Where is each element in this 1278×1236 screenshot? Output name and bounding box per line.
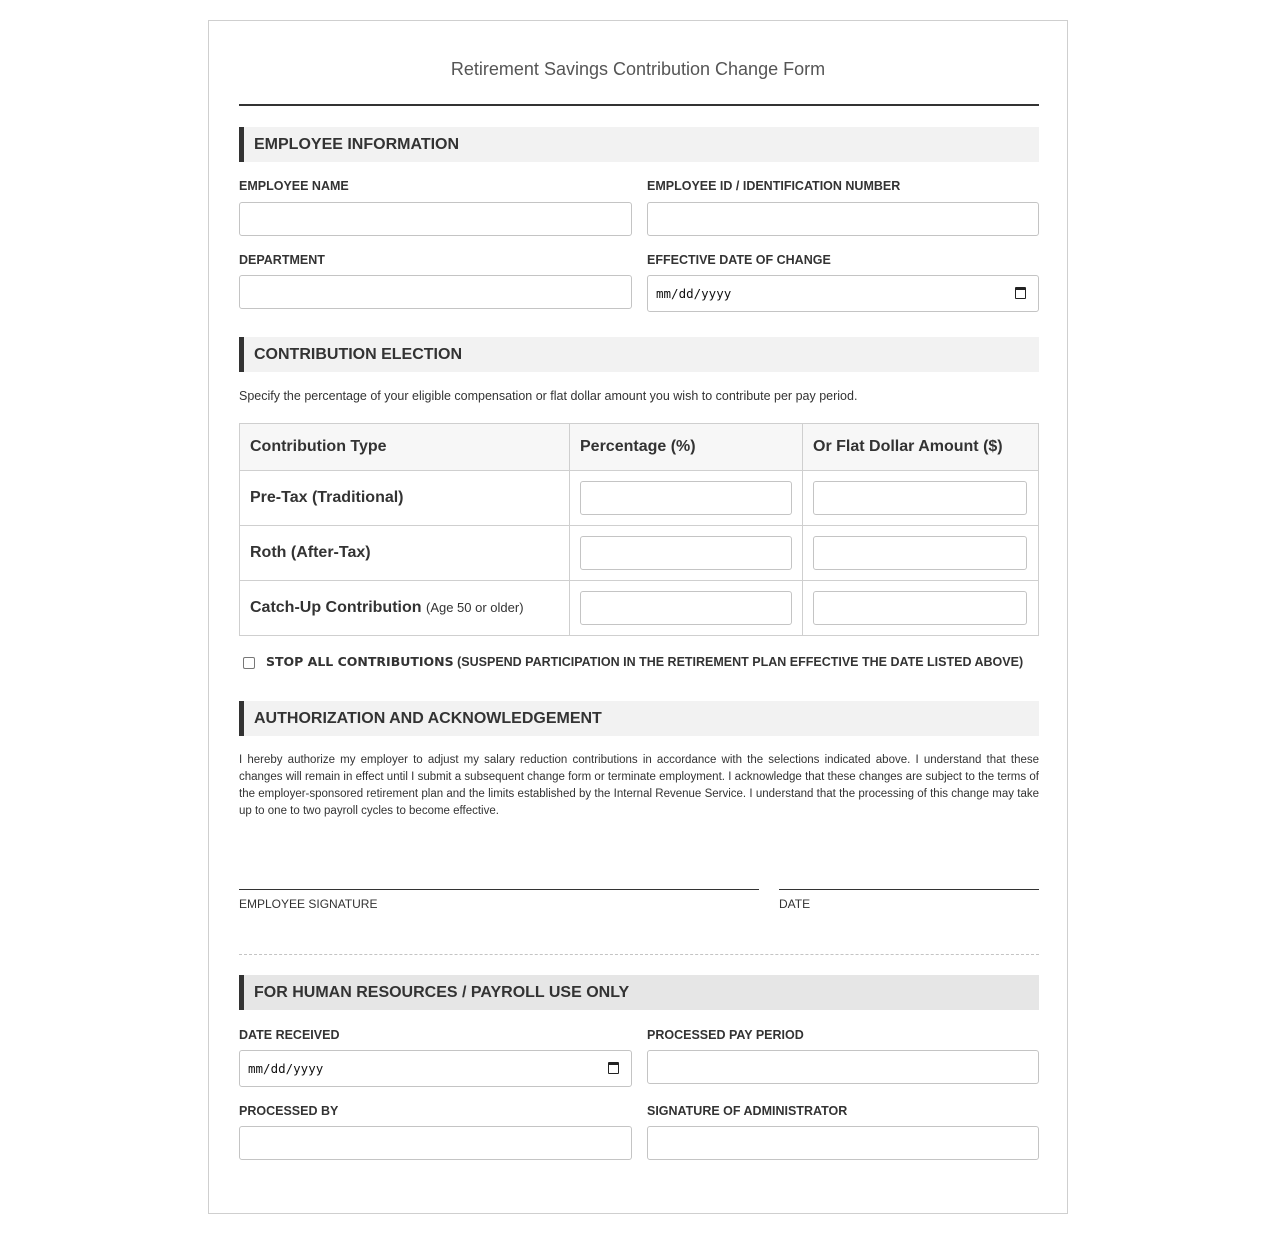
roth-dollar-input[interactable] — [813, 536, 1027, 570]
section-heading-hr-use-only: FOR HUMAN RESOURCES / PAYROLL USE ONLY — [239, 975, 1039, 1010]
pre-tax-dollar-input[interactable] — [813, 481, 1027, 515]
column-header-contribution-type: Contribution Type — [240, 424, 570, 471]
stop-contributions-checkbox[interactable] — [243, 657, 255, 669]
department-input[interactable] — [239, 275, 632, 309]
row-note: (Age 50 or older) — [425, 600, 524, 615]
contribution-change-form — [208, 20, 1068, 1214]
stop-contributions-label[interactable] — [266, 654, 1023, 669]
employee-name-label: EMPLOYEE NAME — [239, 179, 349, 193]
contribution-instructions: Specify the percentage of your eligible compensation or flat dollar amount you wish to contribute per pay period. — [239, 389, 858, 403]
employee-signature-label: EMPLOYEE SIGNATURE — [239, 897, 378, 911]
section-heading-authorization: AUTHORIZATION AND ACKNOWLEDGEMENT — [239, 701, 1039, 736]
column-header-flat-dollar-amount: Or Flat Dollar Amount ($) — [803, 424, 1039, 471]
admin-signature-label: SIGNATURE OF ADMINISTRATOR — [647, 1104, 848, 1118]
form-title: Retirement Savings Contribution Change Form — [450, 59, 826, 79]
section-divider — [239, 954, 1039, 955]
table-header-row — [240, 424, 1039, 471]
title-divider — [239, 104, 1039, 106]
section-heading-employee-information: EMPLOYEE INFORMATION — [239, 127, 1039, 162]
calendar-icon[interactable] — [1015, 287, 1026, 299]
effective-date-label: EFFECTIVE DATE OF CHANGE — [647, 253, 831, 267]
employee-id-input[interactable] — [647, 202, 1039, 236]
authorization-text: I hereby authorize my employer to adjust my salary reduction contributions in accordance with the selections indicated above. I understand that these changes will remain in effect until I submit a subsequent change form or terminate employment. I acknowledge that these changes are subject to the terms of the employer-sponsored retirement plan and the limits established by the Internal Revenue Service. I understand that the processing of this change may take up to one to two payroll cycles to become effective. — [239, 754, 1039, 817]
effective-date-placeholder: mm/dd/yyyy — [656, 286, 732, 301]
row-label-catch-up — [240, 581, 570, 636]
processed-pay-period-label: PROCESSED PAY PERIOD — [647, 1028, 804, 1042]
date-received-placeholder: mm/dd/yyyy — [248, 1061, 324, 1076]
calendar-icon[interactable] — [608, 1062, 619, 1074]
employee-id-label: EMPLOYEE ID / IDENTIFICATION NUMBER — [647, 179, 901, 193]
date-received-input[interactable] — [239, 1050, 632, 1087]
stop-contributions-label-rest: (SUSPEND PARTICIPATION IN THE RETIREMENT PLAN EFFECTIVE THE DATE LISTED ABOVE) — [453, 655, 1024, 669]
table-row — [240, 581, 1039, 636]
table-row — [240, 526, 1039, 581]
row-label-roth — [240, 526, 570, 581]
section-heading-contribution-election: CONTRIBUTION ELECTION — [239, 337, 1039, 372]
contribution-table — [239, 423, 1039, 636]
processed-by-input[interactable] — [239, 1126, 632, 1160]
catch-up-percentage-input[interactable] — [580, 591, 792, 625]
processed-by-label: PROCESSED BY — [239, 1104, 339, 1118]
processed-pay-period-input[interactable] — [647, 1050, 1039, 1084]
pre-tax-percentage-input[interactable] — [580, 481, 792, 515]
row-label-pre-tax — [240, 471, 570, 526]
effective-date-input[interactable] — [647, 275, 1039, 312]
catch-up-dollar-input[interactable] — [813, 591, 1027, 625]
roth-percentage-input[interactable] — [580, 536, 792, 570]
table-row — [240, 471, 1039, 526]
employee-signature-line[interactable] — [239, 889, 759, 890]
signature-date-line[interactable] — [779, 889, 1039, 890]
employee-name-input[interactable] — [239, 202, 632, 236]
admin-signature-input[interactable] — [647, 1126, 1039, 1160]
stop-contributions-label-strong: STOP ALL CONTRIBUTIONS — [266, 654, 454, 669]
column-header-percentage: Percentage (%) — [570, 424, 803, 471]
row-type-text: Pre-Tax (Traditional) — [250, 489, 404, 506]
row-type-text: Roth (After-Tax) — [250, 544, 371, 561]
row-type-text: Catch-Up Contribution — [250, 599, 422, 616]
date-received-label: DATE RECEIVED — [239, 1028, 340, 1042]
signature-date-label: DATE — [779, 897, 811, 911]
department-label: DEPARTMENT — [239, 253, 325, 267]
